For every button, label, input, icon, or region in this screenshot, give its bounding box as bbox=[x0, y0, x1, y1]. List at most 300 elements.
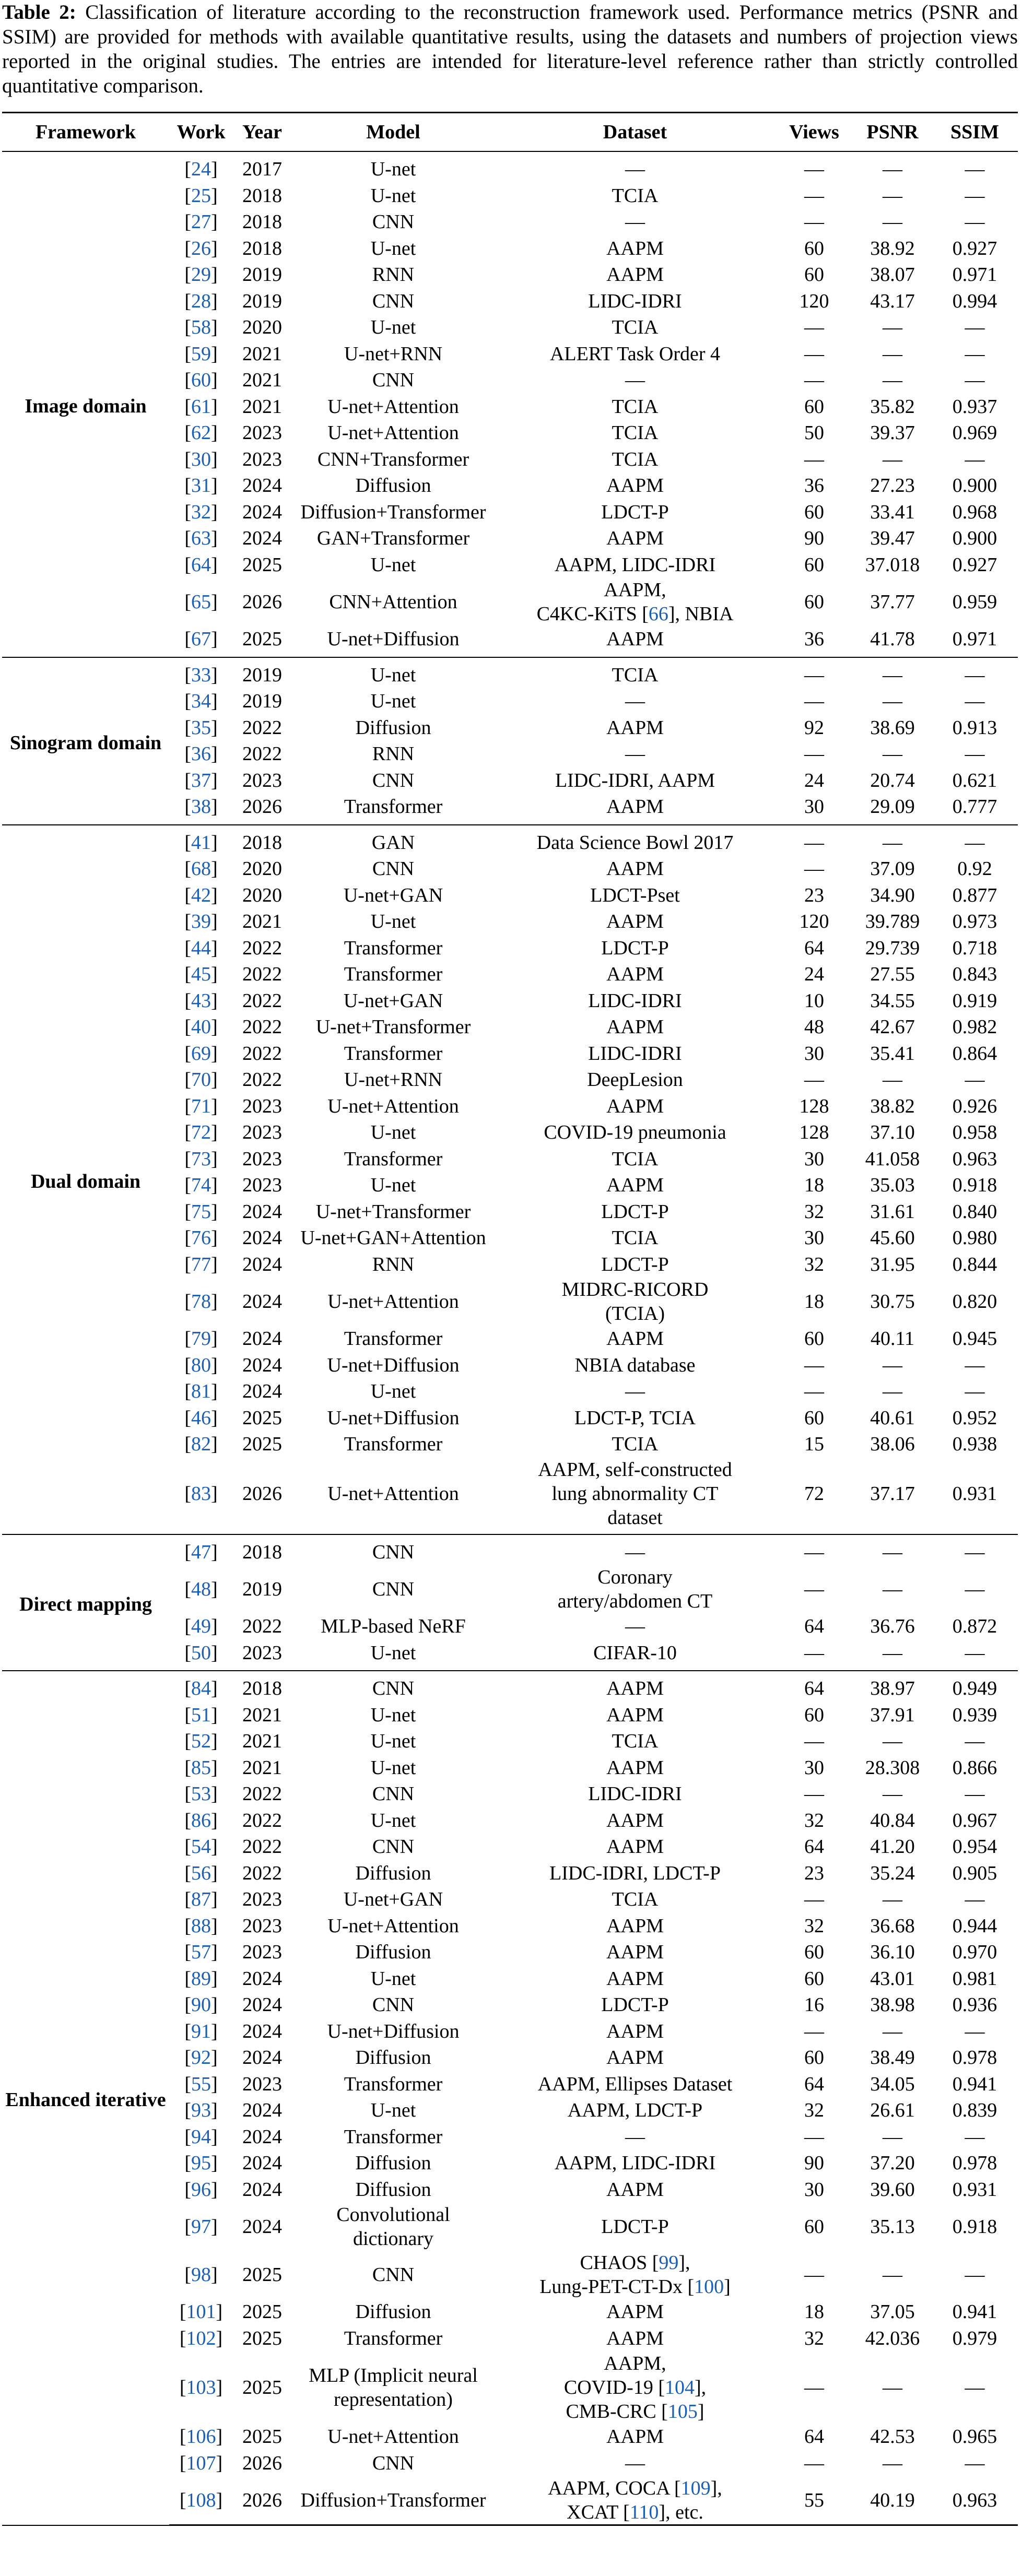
citation-link[interactable]: 109 bbox=[680, 2477, 711, 2499]
work-cell: [43] bbox=[184, 989, 218, 1012]
dataset-cell: LDCT-P bbox=[601, 1200, 669, 1223]
work-cell: [67] bbox=[169, 626, 233, 657]
citation-link[interactable]: 68 bbox=[191, 858, 211, 880]
dataset-cell: AAPM bbox=[495, 626, 775, 657]
year-cell: 2021 bbox=[242, 369, 282, 392]
work-cell: [81] bbox=[184, 1380, 218, 1403]
work-cell: [94] bbox=[184, 2125, 218, 2148]
year-cell: 2021 bbox=[242, 1730, 282, 1753]
citation-link[interactable]: 61 bbox=[191, 395, 211, 418]
citation-link[interactable]: 81 bbox=[191, 1380, 211, 1403]
citation-link[interactable]: 51 bbox=[191, 1704, 211, 1726]
year-cell: 2022 bbox=[242, 1862, 282, 1884]
model-cell: U-net bbox=[370, 664, 416, 686]
citation-link[interactable]: 63 bbox=[191, 527, 211, 550]
citation-link[interactable]: 31 bbox=[191, 475, 211, 497]
citation-link[interactable]: 89 bbox=[191, 1967, 211, 1990]
views-cell: — bbox=[804, 690, 824, 713]
table-row bbox=[2, 657, 1018, 689]
model-cell: U-net+Transformer bbox=[315, 1200, 471, 1223]
psnr-cell: — bbox=[883, 1578, 902, 1600]
work-cell: [53] bbox=[184, 1783, 218, 1805]
psnr-cell: 34.55 bbox=[870, 989, 915, 1012]
citation-link[interactable]: 96 bbox=[191, 2178, 211, 2201]
citation-link[interactable]: 67 bbox=[191, 628, 211, 651]
citation-link[interactable]: 74 bbox=[191, 1174, 211, 1197]
citation-link[interactable]: 58 bbox=[191, 316, 211, 339]
views-cell: 30 bbox=[804, 1227, 824, 1249]
work-cell: [49] bbox=[184, 1615, 218, 1638]
dataset-cell: LIDC-IDRI bbox=[588, 989, 682, 1012]
model-cell: U-net bbox=[291, 1640, 495, 1671]
citation-link[interactable]: 59 bbox=[191, 342, 211, 365]
psnr-cell: 37.20 bbox=[870, 2152, 915, 2175]
year-cell: 2026 bbox=[242, 2452, 282, 2474]
ssim-cell: 0.872 bbox=[952, 1615, 997, 1638]
dataset-text: ], bbox=[694, 2377, 707, 2398]
ssim-cell: 0.931 bbox=[952, 2178, 997, 2201]
caption-label: Table 2: bbox=[2, 1, 76, 23]
citation-link[interactable]: 87 bbox=[191, 1888, 211, 1911]
dataset-text: lung abnormality CT bbox=[551, 1482, 719, 1505]
ssim-cell: 0.777 bbox=[932, 794, 1018, 825]
views-cell: 64 bbox=[804, 2426, 824, 2448]
year-cell: 2024 bbox=[242, 2099, 282, 2122]
ssim-cell: — bbox=[965, 831, 985, 854]
model-cell: Diffusion+Transformer bbox=[300, 501, 486, 523]
ssim-cell: — bbox=[965, 1578, 985, 1600]
psnr-cell: — bbox=[883, 1354, 902, 1376]
work-cell: [84] bbox=[184, 1677, 218, 1700]
psnr-cell: 27.55 bbox=[870, 963, 915, 986]
citation-link[interactable]: 50 bbox=[191, 1641, 211, 1664]
model-cell: U-net bbox=[370, 1756, 416, 1779]
year-cell: 2023 bbox=[242, 1941, 282, 1964]
citation-link[interactable]: 72 bbox=[191, 1121, 211, 1144]
model-cell: GAN bbox=[371, 831, 415, 854]
dataset-cell: — bbox=[625, 2452, 645, 2474]
citation-link[interactable]: 83 bbox=[191, 1482, 211, 1505]
dataset-text: COVID-19 [ bbox=[563, 2377, 665, 2398]
model-cell: GAN+Transformer bbox=[316, 527, 470, 550]
year-cell: 2018 bbox=[242, 1541, 282, 1563]
dataset-text: (TCIA) bbox=[605, 1303, 665, 1325]
citation-link[interactable]: 30 bbox=[191, 448, 211, 470]
model-cell bbox=[291, 2203, 495, 2251]
model-line: dictionary bbox=[353, 2228, 434, 2250]
year-cell: 2022 bbox=[242, 1042, 282, 1065]
psnr-cell: 26.61 bbox=[870, 2099, 915, 2122]
year-cell: 2024 bbox=[242, 501, 282, 523]
ssim-cell: 0.918 bbox=[952, 2216, 997, 2238]
citation-link[interactable]: 46 bbox=[191, 1407, 211, 1429]
psnr-cell: — bbox=[883, 1888, 902, 1911]
dataset-cell: — bbox=[625, 211, 645, 233]
citation-link[interactable]: 53 bbox=[191, 1783, 211, 1805]
year-cell: 2023 bbox=[242, 769, 282, 791]
psnr-cell: — bbox=[883, 690, 902, 713]
psnr-cell: 37.17 bbox=[853, 1458, 932, 1534]
psnr-cell: 29.09 bbox=[853, 794, 932, 825]
dataset-line bbox=[495, 2400, 775, 2424]
citation-link[interactable]: 110 bbox=[629, 2501, 659, 2523]
psnr-cell: 35.13 bbox=[870, 2216, 915, 2238]
views-cell: 120 bbox=[799, 290, 829, 312]
ssim-cell: — bbox=[965, 1783, 985, 1805]
dataset-cell: TCIA bbox=[612, 1227, 659, 1249]
table-row bbox=[2, 1534, 1018, 1566]
year-cell: 2018 bbox=[242, 211, 282, 233]
model-cell: U-net bbox=[370, 690, 416, 713]
dataset-cell: NBIA database bbox=[574, 1354, 696, 1376]
citation-link[interactable]: 37 bbox=[191, 769, 211, 791]
dataset-cell: AAPM bbox=[606, 1967, 664, 1990]
work-cell: [85] bbox=[184, 1756, 218, 1779]
views-cell: 60 bbox=[804, 553, 824, 576]
ssim-cell: — bbox=[965, 1380, 985, 1403]
ssim-cell: 0.927 bbox=[952, 553, 997, 576]
work-cell: [44] bbox=[184, 937, 218, 959]
ssim-cell: 0.973 bbox=[952, 911, 997, 933]
views-cell: 18 bbox=[804, 1291, 824, 1313]
year-cell: 2026 bbox=[233, 2476, 291, 2525]
model-cell: CNN+Attention bbox=[329, 591, 457, 613]
dataset-cell: TCIA bbox=[612, 316, 659, 339]
citation-link[interactable]: 108 bbox=[186, 2489, 216, 2511]
citation-link[interactable]: 43 bbox=[191, 989, 211, 1012]
citation-link[interactable]: 34 bbox=[191, 690, 211, 713]
psnr-cell: 28.308 bbox=[865, 1756, 920, 1779]
views-cell: — bbox=[804, 158, 824, 181]
views-cell: 92 bbox=[804, 716, 824, 739]
citation-link[interactable]: 49 bbox=[191, 1615, 211, 1638]
citation-link[interactable]: 99 bbox=[659, 2252, 679, 2274]
table-caption bbox=[2, 0, 1018, 98]
work-cell: [45] bbox=[184, 963, 218, 986]
ssim-cell: — bbox=[965, 369, 985, 392]
citation-link[interactable]: 40 bbox=[191, 1016, 211, 1038]
citation-link[interactable]: 48 bbox=[191, 1578, 211, 1600]
table-row bbox=[2, 825, 1018, 856]
citation-link[interactable]: 39 bbox=[191, 911, 211, 933]
year-cell: 2022 bbox=[242, 963, 282, 986]
dataset-cell: LIDC-IDRI, LDCT-P bbox=[549, 1862, 721, 1884]
citation-link[interactable]: 103 bbox=[186, 2377, 216, 2398]
citation-link[interactable]: 38 bbox=[191, 796, 211, 818]
work-cell: [107] bbox=[179, 2452, 223, 2474]
psnr-cell: — bbox=[883, 1783, 902, 1805]
ssim-cell: — bbox=[965, 158, 985, 181]
model-cell: U-net+RNN bbox=[344, 1069, 443, 1091]
work-cell: [56] bbox=[184, 1862, 218, 1884]
citation-link[interactable]: 86 bbox=[191, 1809, 211, 1831]
work-cell: [24] bbox=[184, 158, 218, 181]
citation-link[interactable]: 27 bbox=[191, 211, 211, 233]
citation-link[interactable]: 56 bbox=[191, 1862, 211, 1884]
citation-link[interactable]: 45 bbox=[191, 963, 211, 986]
dataset-cell: AAPM bbox=[606, 2327, 664, 2349]
ssim-cell: 0.936 bbox=[952, 1994, 997, 2016]
dataset-text: C4KC-KiTS [ bbox=[536, 603, 649, 625]
citation-link[interactable]: 102 bbox=[186, 2327, 216, 2349]
ssim-cell: — bbox=[965, 448, 985, 470]
work-cell: [36] bbox=[184, 743, 218, 765]
work-cell: [42] bbox=[184, 884, 218, 906]
citation-link[interactable]: 104 bbox=[664, 2377, 695, 2398]
dataset-cell: AAPM bbox=[606, 2426, 664, 2448]
citation-link[interactable]: 66 bbox=[648, 603, 668, 625]
psnr-cell: — bbox=[883, 158, 902, 181]
citation-link[interactable]: 90 bbox=[191, 1994, 211, 2016]
work-cell: [72] bbox=[184, 1121, 218, 1144]
citation-link[interactable]: 29 bbox=[191, 264, 211, 286]
views-cell: 90 bbox=[804, 2152, 824, 2175]
citation-link[interactable]: 24 bbox=[191, 158, 211, 181]
work-cell: [50] bbox=[169, 1640, 233, 1671]
caption-text: Classification of literature according to the reconstruction framework used. Performance metrics (PSNR and SSIM) are provided for methods with available quantitative results, using the datasets and numbers of projection views reported in the original studies. The entries are intended for literature-level reference rather than strictly controlled quantitative comparison. bbox=[2, 1, 1018, 97]
year-cell: 2024 bbox=[242, 1291, 282, 1313]
dataset-cell: TCIA bbox=[612, 422, 659, 444]
model-cell: Diffusion bbox=[355, 2152, 431, 2175]
year-cell: 2023 bbox=[242, 1121, 282, 1144]
framework-cell: Dual domain bbox=[2, 825, 169, 1534]
citation-link[interactable]: 35 bbox=[191, 716, 211, 739]
citation-link[interactable]: 73 bbox=[191, 1148, 211, 1170]
psnr-cell: — bbox=[883, 2125, 902, 2148]
psnr-cell: 43.17 bbox=[870, 290, 915, 312]
dataset-cell: AAPM bbox=[606, 1174, 664, 1197]
views-cell: — bbox=[804, 858, 824, 880]
citation-link[interactable]: 41 bbox=[191, 831, 211, 854]
views-cell: — bbox=[804, 184, 824, 207]
work-cell: [57] bbox=[184, 1941, 218, 1964]
work-cell: [65] bbox=[184, 591, 218, 613]
citation-link[interactable]: 88 bbox=[191, 1915, 211, 1937]
work-cell: [83] bbox=[169, 1458, 233, 1534]
views-cell: — bbox=[804, 1354, 824, 1376]
citation-link[interactable]: 82 bbox=[191, 1433, 211, 1456]
citation-link[interactable]: 79 bbox=[191, 1328, 211, 1350]
psnr-cell: — bbox=[883, 1730, 902, 1753]
dataset-cell: AAPM bbox=[606, 1677, 664, 1700]
psnr-cell: 31.95 bbox=[870, 1253, 915, 1275]
ssim-cell: 0.931 bbox=[932, 1458, 1018, 1534]
model-cell: Diffusion bbox=[355, 1862, 431, 1884]
citation-link[interactable]: 80 bbox=[191, 1354, 211, 1376]
model-cell: Diffusion bbox=[355, 2301, 431, 2323]
psnr-cell: 38.97 bbox=[870, 1677, 915, 1700]
model-cell: U-net+GAN bbox=[343, 989, 443, 1012]
views-cell: 128 bbox=[799, 1121, 829, 1144]
work-cell: [62] bbox=[184, 422, 218, 444]
citation-link[interactable]: 95 bbox=[191, 2152, 211, 2175]
ssim-cell: 0.982 bbox=[952, 1016, 997, 1038]
citation-link[interactable]: 36 bbox=[191, 743, 211, 765]
citation-link[interactable]: 78 bbox=[191, 1291, 211, 1313]
views-cell: — bbox=[804, 2020, 824, 2042]
work-cell: [95] bbox=[184, 2152, 218, 2175]
views-cell: 32 bbox=[804, 1915, 824, 1937]
work-cell: [89] bbox=[184, 1967, 218, 1990]
psnr-cell: 33.41 bbox=[870, 501, 915, 523]
dataset-text: Lung-PET-CT-Dx [ bbox=[539, 2276, 695, 2298]
citation-link[interactable]: 106 bbox=[186, 2426, 216, 2448]
year-cell: 2023 bbox=[233, 1640, 291, 1671]
dataset-cell: — bbox=[625, 1380, 645, 1403]
psnr-cell: 37.91 bbox=[870, 1704, 915, 1726]
work-cell: [64] bbox=[184, 553, 218, 576]
ssim-cell: 0.970 bbox=[952, 1941, 997, 1964]
citation-link[interactable]: 64 bbox=[191, 553, 211, 576]
citation-link[interactable]: 69 bbox=[191, 1042, 211, 1065]
year-cell: 2023 bbox=[242, 1148, 282, 1170]
year-cell: 2020 bbox=[242, 316, 282, 339]
ssim-cell: 0.844 bbox=[952, 1253, 997, 1275]
citation-link[interactable]: 54 bbox=[191, 1836, 211, 1858]
citation-link[interactable]: 60 bbox=[191, 369, 211, 392]
citation-link[interactable]: 105 bbox=[667, 2401, 698, 2423]
citation-link[interactable]: 100 bbox=[694, 2276, 724, 2298]
citation-link[interactable]: 62 bbox=[191, 422, 211, 444]
psnr-cell: 31.61 bbox=[870, 1200, 915, 1223]
citation-link[interactable]: 101 bbox=[186, 2301, 216, 2323]
citation-link[interactable]: 32 bbox=[191, 501, 211, 523]
year-cell: 2023 bbox=[242, 2073, 282, 2095]
model-cell: U-net+GAN+Attention bbox=[300, 1227, 486, 1249]
ssim-cell: 0.978 bbox=[952, 2152, 997, 2175]
model-cell: Transformer bbox=[344, 1328, 443, 1350]
views-cell: — bbox=[804, 2452, 824, 2474]
model-cell: U-net+Diffusion bbox=[291, 626, 495, 657]
header-framework: Framework bbox=[2, 113, 169, 152]
citation-link[interactable]: 28 bbox=[191, 290, 211, 312]
year-cell: 2023 bbox=[242, 448, 282, 470]
model-cell: U-net+Attention bbox=[327, 1291, 459, 1313]
work-cell: [32] bbox=[184, 501, 218, 523]
views-cell: 60 bbox=[804, 2216, 824, 2238]
citation-link[interactable]: 71 bbox=[191, 1095, 211, 1117]
citation-link[interactable]: 75 bbox=[191, 1200, 211, 1223]
views-cell: 32 bbox=[804, 1809, 824, 1831]
year-cell: 2022 bbox=[242, 716, 282, 739]
year-cell: 2023 bbox=[242, 1888, 282, 1911]
work-cell: [41] bbox=[184, 831, 218, 854]
header-dataset: Dataset bbox=[495, 113, 775, 152]
citation-link[interactable]: 52 bbox=[191, 1730, 211, 1753]
model-cell: CNN bbox=[372, 1836, 415, 1858]
ssim-cell: 0.718 bbox=[952, 937, 997, 959]
dataset-line bbox=[495, 1506, 775, 1530]
work-cell: [55] bbox=[184, 2073, 218, 2095]
work-cell: [30] bbox=[184, 448, 218, 470]
year-cell: 2018 bbox=[242, 1677, 282, 1700]
psnr-cell: 37.09 bbox=[870, 858, 915, 880]
citation-link[interactable]: 98 bbox=[191, 2264, 211, 2286]
model-cell: CNN bbox=[372, 1541, 415, 1563]
model-cell: CNN bbox=[372, 2452, 415, 2474]
citation-link[interactable]: 33 bbox=[191, 664, 211, 686]
framework-cell: Sinogram domain bbox=[2, 657, 169, 825]
views-cell: 30 bbox=[804, 1042, 824, 1065]
dataset-cell bbox=[495, 1278, 775, 1326]
citation-link[interactable]: 65 bbox=[191, 591, 211, 613]
work-cell: [93] bbox=[184, 2099, 218, 2122]
citation-link[interactable]: 93 bbox=[191, 2099, 211, 2122]
views-cell: 60 bbox=[804, 1967, 824, 1990]
work-cell: [58] bbox=[184, 316, 218, 339]
dataset-cell: LIDC-IDRI bbox=[588, 290, 682, 312]
psnr-cell: 37.018 bbox=[865, 553, 920, 576]
views-cell: 32 bbox=[804, 2099, 824, 2122]
views-cell: 15 bbox=[804, 1433, 824, 1456]
citation-link[interactable]: 55 bbox=[191, 2073, 211, 2095]
citation-link[interactable]: 85 bbox=[191, 1756, 211, 1779]
citation-link[interactable]: 44 bbox=[191, 937, 211, 959]
psnr-cell: 37.05 bbox=[870, 2301, 915, 2323]
citation-link[interactable]: 76 bbox=[191, 1227, 211, 1249]
year-cell: 2021 bbox=[242, 911, 282, 933]
citation-link[interactable]: 97 bbox=[191, 2216, 211, 2238]
citation-link[interactable]: 94 bbox=[191, 2125, 211, 2148]
dataset-cell: AAPM bbox=[606, 264, 664, 286]
model-cell: U-net bbox=[370, 237, 416, 259]
citation-link[interactable]: 107 bbox=[186, 2452, 216, 2474]
model-cell: MLP-based NeRF bbox=[321, 1615, 466, 1638]
ssim-cell: 0.967 bbox=[952, 1809, 997, 1831]
psnr-cell: — bbox=[883, 342, 902, 365]
citation-link[interactable]: 70 bbox=[191, 1069, 211, 1091]
dataset-cell: LDCT-P, TCIA bbox=[574, 1407, 696, 1429]
header-work: Work bbox=[169, 113, 233, 152]
dataset-cell: AAPM, LIDC-IDRI bbox=[554, 553, 716, 576]
work-cell: [71] bbox=[184, 1095, 218, 1117]
dataset-cell: LIDC-IDRI bbox=[588, 1042, 682, 1065]
dataset-cell bbox=[495, 2251, 775, 2299]
table-row bbox=[2, 1671, 1018, 1702]
dataset-cell: AAPM bbox=[606, 858, 664, 880]
work-cell: [86] bbox=[184, 1809, 218, 1831]
ssim-cell: 0.971 bbox=[932, 626, 1018, 657]
views-cell: 10 bbox=[804, 989, 824, 1012]
citation-link[interactable]: 57 bbox=[191, 1941, 211, 1964]
year-cell: 2022 bbox=[242, 743, 282, 765]
citation-link[interactable]: 26 bbox=[191, 237, 211, 259]
year-cell: 2025 bbox=[242, 2327, 282, 2349]
table-row bbox=[2, 151, 1018, 183]
work-cell: [96] bbox=[184, 2178, 218, 2201]
views-cell: 60 bbox=[804, 1941, 824, 1964]
views-cell: — bbox=[804, 448, 824, 470]
dataset-cell: — bbox=[625, 1541, 645, 1563]
views-cell: 30 bbox=[804, 1148, 824, 1170]
ssim-cell: 0.877 bbox=[952, 884, 997, 906]
citation-link[interactable]: 92 bbox=[191, 2047, 211, 2069]
views-cell: 128 bbox=[799, 1095, 829, 1117]
citation-link[interactable]: 91 bbox=[191, 2020, 211, 2042]
model-cell: Transformer bbox=[344, 937, 443, 959]
dataset-cell: AAPM bbox=[606, 2178, 664, 2201]
citation-link[interactable]: 25 bbox=[191, 184, 211, 207]
citation-link[interactable]: 42 bbox=[191, 884, 211, 906]
ssim-cell: — bbox=[965, 664, 985, 686]
ssim-cell: 0.981 bbox=[952, 1967, 997, 1990]
citation-link[interactable]: 77 bbox=[191, 1253, 211, 1275]
dataset-cell: TCIA bbox=[612, 664, 659, 686]
header-ssim: SSIM bbox=[932, 113, 1018, 152]
dataset-line bbox=[495, 2251, 775, 2275]
citation-link[interactable]: 84 bbox=[191, 1677, 211, 1700]
citation-link[interactable]: 47 bbox=[191, 1541, 211, 1563]
